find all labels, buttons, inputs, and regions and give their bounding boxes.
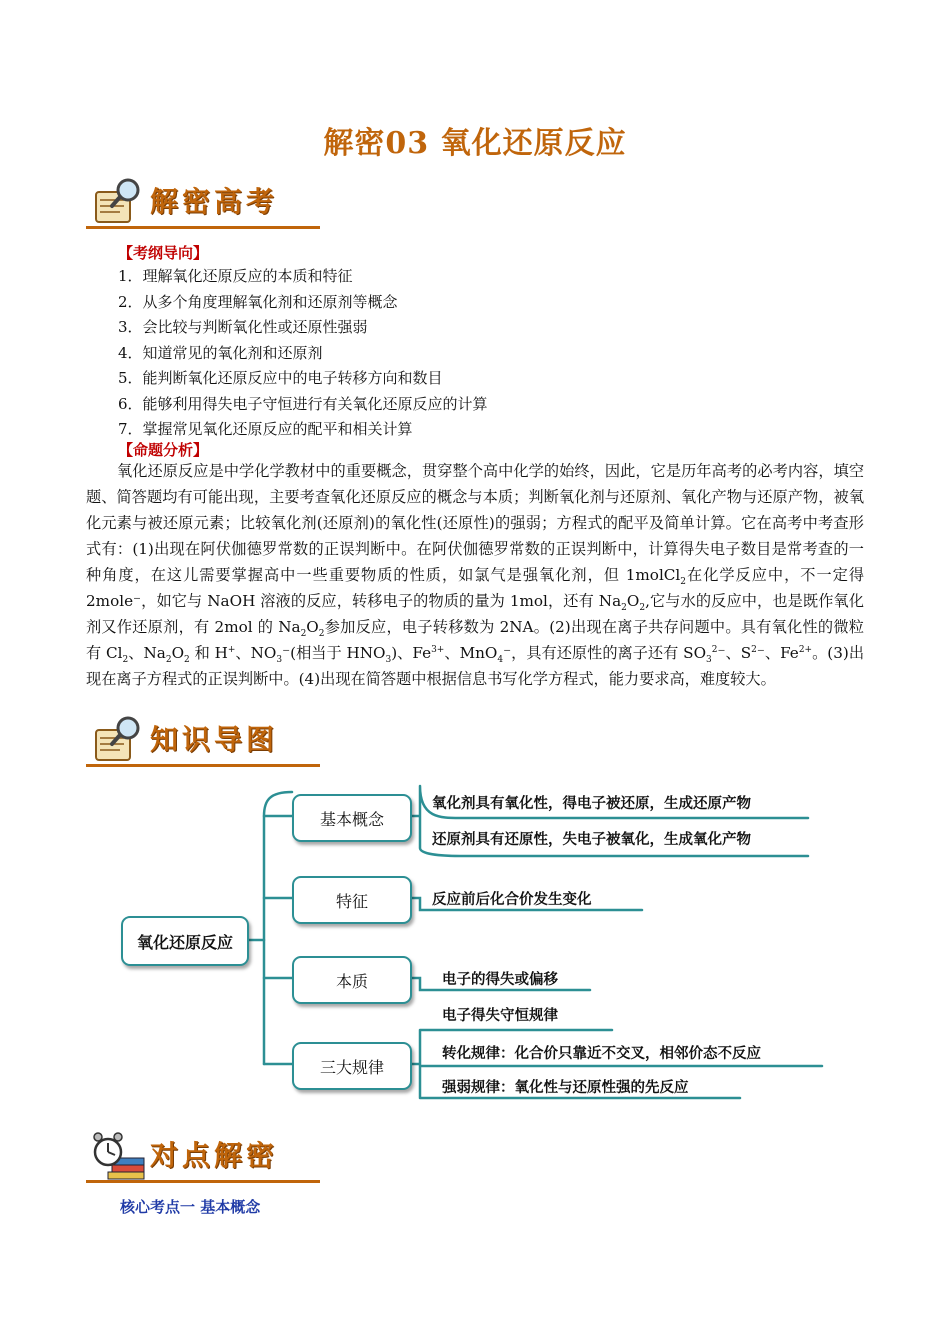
mindmap-leaf: 转化规律：化合价只靠近不交叉，相邻价态不反应	[442, 1046, 761, 1062]
syllabus-item: 3．会比较与判断氧化性或还原性强弱	[118, 318, 368, 336]
mindmap-root	[121, 916, 249, 966]
mindmap-branch-label: 三大规律	[319, 1057, 384, 1077]
mindmap-branch-rules	[292, 1042, 412, 1090]
banner-points-rule	[86, 1180, 320, 1183]
connector-trunk	[264, 792, 292, 1064]
analysis-paragraph: 氧化还原反应是中学化学教材中的重要概念，贯穿整个高中化学的始终，因此，它是历年高考的必考内容，填空题、简答题均有可能出现，主要考查氧化还原反应的概念与本质；判断氧化剂与还原剂、氧化产物与还原产物，被氧化元素与被还原元素；比较氧化剂(还原剂)的氧化性(还原性)的强弱；方程式的配平及简单计算。它在高考中考查形式有：(1)出现在阿伏伽德罗常数的正误判断中。在阿伏伽德罗常数的正误判断中，计算得失电子数目是常考查的一种角度，在这儿需要掌握高中一些重要物质的性质，如氯气是强氧化剂，但 1molCl$_2$在化学反应中，不一定得 2mole⁻，如它与 NaOH 溶液的反应，转移电子的物质的量为 1mol，还有 $Na_2O_2$,它与水的反应中，也是既作氧化剂又作还原剂，有 2mol 的 $Na_2O_2$参加反应，电子转移数为 2NA。(2)出现在离子共存问题中。具有氧化性的微粒有 $Cl_2$、$Na_2O_2$ 和 H+、$NO_3^-$(相当于 $HNO_3$)、$Fe^{3+}$、MnO$_4$⁻，具有还原性的离子还有 $SO_3^2^-$、$S^2^-$、$Fe^{2+}$。(3)出现在离子方程式的正误判断中。(4)出现在简答题中根据信息书写化学方程式，能力要求高，难度较大。	[86, 462, 865, 688]
clock-books-icon	[90, 1128, 146, 1184]
mindmap-branch-label: 特征	[335, 891, 368, 911]
banner-points-text: 对点解密	[150, 1139, 279, 1172]
mindmap-leaf: 氧化剂具有氧化性，得电子被还原，生成还原产物	[432, 796, 751, 812]
mindmap-branch-label: 本质	[335, 971, 368, 991]
page-title: 解密03 氧化还原反应	[323, 126, 627, 161]
mindmap-leaf: 还原剂具有还原性，失电子被氧化，生成氧化产物	[432, 832, 751, 848]
syllabus-item: 1．理解氧化还原反应的本质和特征	[118, 267, 353, 285]
syllabus-item: 6．能够利用得失电子守恒进行有关氧化还原反应的计算	[118, 394, 488, 413]
mindmap-branch-basic	[292, 794, 412, 842]
mindmap-root-label: 氧化还原反应	[136, 932, 233, 952]
syllabus-item: 4．知道常见的氧化剂和还原剂	[118, 343, 323, 362]
mindmap-leaf: 电子的得失或偏移	[442, 972, 558, 988]
syllabus-item: 7．掌握常见氧化还原反应的配平和相关计算	[118, 420, 413, 438]
mindmap-leaf: 强弱规律：氧化性与还原性强的先反应	[442, 1080, 689, 1096]
mindmap-leaf: 电子得失守恒规律	[442, 1008, 558, 1024]
mindmap-branch-label: 基本概念	[319, 809, 384, 829]
banner-exam-text: 解密高考	[150, 185, 279, 218]
syllabus-item: 2．从多个角度理解氧化剂和还原剂等概念	[118, 292, 398, 311]
syllabus-item: 5．能判断氧化还原反应中的电子转移方向和数目	[118, 369, 443, 387]
mindmap-branch-essence	[292, 956, 412, 1004]
banner-map-text: 知识导图	[150, 723, 279, 756]
mindmap-branch-feature	[292, 876, 412, 924]
core-point-heading: 核心考点一 基本概念	[120, 1198, 261, 1216]
mindmap-leaf: 反应前后化合价发生变化	[432, 892, 592, 908]
analysis-label: 【命题分析】	[118, 441, 209, 459]
banner-points	[86, 1128, 326, 1188]
syllabus-label: 【考纲导向】	[118, 244, 209, 262]
